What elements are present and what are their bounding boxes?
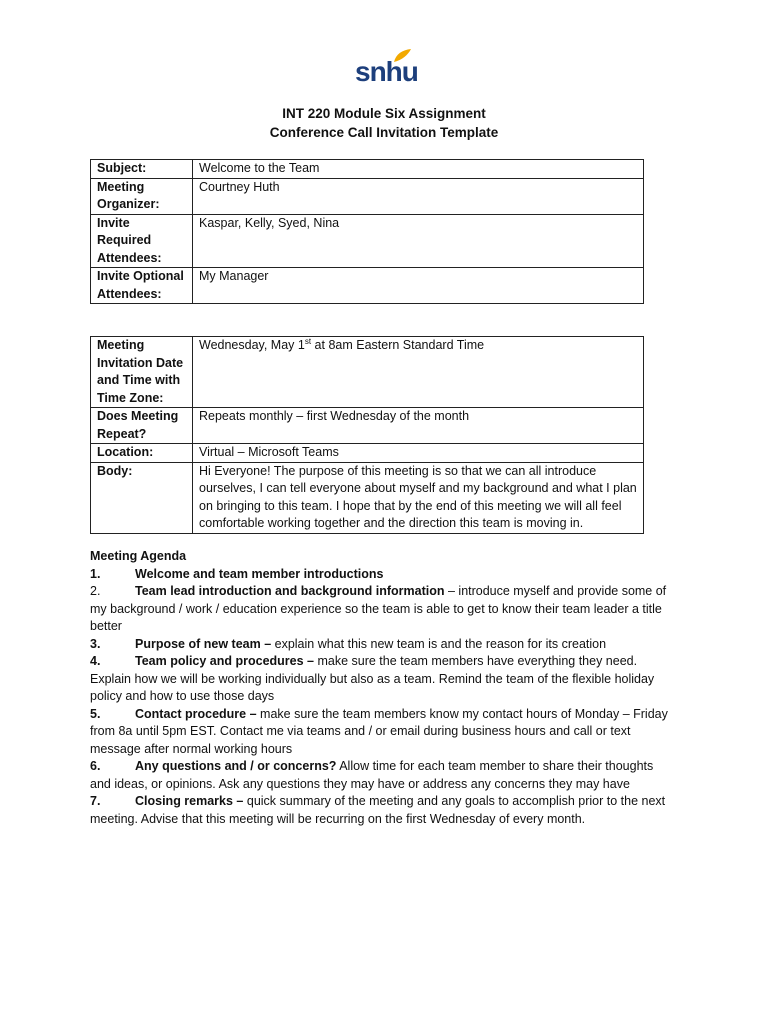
agenda-item [90,758,670,793]
agenda-item-text: explain what this new team is and the reason for its creation [271,636,607,651]
required-attendees-value: Kaspar, Kelly, Syed, Nina [193,214,644,268]
meeting-agenda [90,548,670,828]
table-row [91,408,644,444]
agenda-item-title: Purpose of new team – [135,636,272,651]
agenda-heading: Meeting Agenda [90,549,187,563]
agenda-number: 4. [90,654,101,668]
optional-attendees-label: Invite Optional Attendees: [91,268,193,304]
logo-text: snhu [355,56,418,87]
agenda-item [90,793,670,828]
table-row [91,268,644,304]
table-row [91,178,644,214]
snhu-logo [352,46,416,92]
agenda-item-text: make sure the team members know my contact hours of Monday – Friday from 8a until 5pm EST. Contact me via teams and / or email during business hours and call or text message after normal working hours [90,706,668,756]
agenda-item-text: make sure the team members have everything they need. Explain how we will be working individually but also as a team. Remind the team of the flexible holiday policy and how to use those days [90,654,655,703]
table-row [91,337,644,408]
agenda-number: 6. [90,759,101,773]
agenda-number: 1. [90,566,101,581]
agenda-item [90,583,670,636]
table-row [91,160,644,179]
date-time-value [193,337,644,408]
document-title [0,104,768,142]
agenda-item-text: – introduce myself and provide some of my background / work / education experience so the team is able to get to know their team leader a title better [90,584,667,633]
subject-value: Welcome to the Team [193,160,644,179]
table-row [91,214,644,268]
required-attendees-label: Invite Required Attendees: [91,214,193,268]
agenda-item-text: Allow time for each team member to share their thoughts and ideas, or opinions. Ask any questions they may have or address any concerns they may have [90,759,654,791]
organizer-value: Courtney Huth [193,178,644,214]
agenda-number: 2. [90,584,101,598]
table-row [91,444,644,463]
agenda-number: 5. [90,706,101,721]
title-line-2: Conference Call Invitation Template [269,125,499,140]
date-value-main: Wednesday, May 1 [199,338,305,352]
agenda-item-title: Contact procedure – [135,706,257,721]
location-label: Location: [91,444,193,463]
agenda-item-title: Team lead introduction and background information [135,584,445,598]
optional-attendees-value: My Manager [193,268,644,304]
agenda-item [90,653,670,706]
location-value: Virtual – Microsoft Teams [193,444,644,463]
agenda-number: 3. [90,636,101,651]
date-suffix: st [304,336,312,346]
body-label: Body: [91,462,193,533]
organizer-label: Meeting Organizer: [91,178,193,214]
invitation-table-details [90,336,644,534]
agenda-number: 7. [90,794,101,808]
agenda-item-title: Any questions and / or concerns? [135,759,337,773]
agenda-item-title: Team policy and procedures – [135,654,314,668]
repeat-value: Repeats monthly – first Wednesday of the month [193,408,644,444]
date-value-rest: at 8am Eastern Standard Time [311,338,485,352]
repeat-label: Does Meeting Repeat? [91,408,193,444]
agenda-item [90,566,670,584]
date-time-label: Meeting Invitation Date and Time with Time Zone: [91,337,193,408]
agenda-item-text: quick summary of the meeting and any goals to accomplish prior to the next meeting. Advise that this meeting will be recurring on the first Wednesday of every month. [90,794,666,826]
agenda-item-title: Welcome and team member introductions [135,566,384,581]
agenda-item-title: Closing remarks – [135,794,244,808]
invitation-table-attendees [90,159,644,304]
subject-label: Subject: [91,160,193,179]
body-value: Hi Everyone! The purpose of this meeting is so that we can all introduce ourselves, I can tell everyone about myself and my background and what I plan on bringing to this team. I hope that by the end of this meeting we will all feel comfortable working together and the direction this team is moving in. [193,462,644,533]
title-line-1: INT 220 Module Six Assignment [282,106,486,121]
table-row [91,462,644,533]
agenda-item [90,706,670,759]
agenda-item [90,636,670,654]
